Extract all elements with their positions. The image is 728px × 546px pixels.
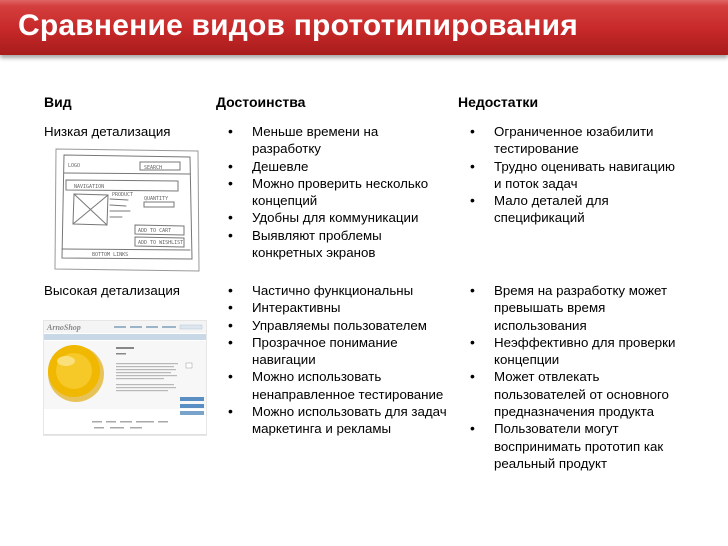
row-high-fidelity-disadvantages: [470, 282, 682, 472]
title-bar-highlight: [0, 0, 728, 6]
advantage-item: • Управляемы пользователем: [228, 316, 427, 333]
row-low-fidelity-advantages: [228, 123, 448, 261]
sketch-logo-text: LOGO: [68, 163, 81, 169]
advantage-item: • Можно проверить несколько концепций: [228, 174, 429, 209]
sketch-add-wishlist-text: ADD TO WISHLIST: [138, 240, 184, 246]
bullet-icon: •: [470, 333, 475, 350]
bullet-icon: •: [228, 226, 233, 243]
disadvantage-item: • Трудно оценивать навигацию и поток задач: [470, 157, 675, 191]
disadvantage-item: • Ограниченное юзабилити тестирование: [470, 123, 654, 157]
row-high-fidelity-label: Высокая детализация: [44, 283, 180, 298]
bullet-icon: •: [470, 282, 475, 298]
mock-shop-logo: ArnoShop: [47, 323, 81, 332]
bullet-icon: •: [470, 368, 475, 385]
bullet-icon: •: [228, 316, 233, 333]
high-fidelity-screenshot-image: [44, 321, 206, 435]
advantage-item: • Частично функциональны: [228, 282, 414, 298]
bullet-icon: •: [470, 157, 475, 174]
bullet-icon: •: [228, 209, 233, 226]
disadvantage-item: • Мало деталей для спецификаций: [470, 192, 609, 226]
disadvantage-item: • Неэффективно для проверки концепции: [470, 333, 676, 368]
sketch-navigation-text: NAVIGATION: [74, 184, 105, 190]
advantage-item: • Можно использовать ненаправленное тестирование: [228, 368, 444, 402]
advantage-item: • Выявляют проблемы конкретных экранов: [228, 226, 382, 261]
sketch-quantity-text: QUANTITY: [144, 196, 169, 202]
bullet-icon: •: [228, 333, 233, 350]
bullet-icon: •: [228, 368, 233, 385]
disadvantage-item: • Пользователи могут воспринимать прототип как реальный продукт: [470, 420, 664, 471]
sketch-search-text: SEARCH: [144, 165, 163, 171]
column-header-disadvantages: Недостатки: [458, 94, 539, 110]
sketch-add-to-cart-text: ADD TO CART: [138, 228, 172, 234]
bullet-icon: •: [228, 123, 233, 139]
bullet-icon: •: [228, 174, 233, 191]
disadvantage-item: • Время на разработку может превышать время использования: [470, 282, 668, 333]
bullet-icon: •: [470, 123, 475, 139]
advantage-item: • Интерактивны: [228, 299, 341, 316]
row-high-fidelity-advantages: [228, 282, 450, 438]
advantage-item: • Удобны для коммуникации: [228, 209, 419, 226]
bullet-icon: •: [228, 299, 233, 316]
advantage-item: • Можно использовать для задач маркетинга и рекламы: [228, 403, 447, 437]
disadvantage-item: • Может отвлекать пользователей от основного предназначения продукта: [470, 368, 669, 420]
bullet-icon: •: [228, 282, 233, 298]
column-header-advantages: Достоинства: [216, 94, 306, 110]
bullet-icon: •: [470, 192, 475, 209]
advantage-item: • Дешевле: [228, 157, 309, 174]
row-low-fidelity-label: Низкая детализация: [44, 124, 171, 139]
slide-title: Сравнение видов прототипирования: [18, 9, 578, 42]
row-low-fidelity-disadvantages: [470, 123, 680, 227]
sketch-bottom-links-text: BOTTOM LINKS: [92, 252, 129, 258]
bullet-icon: •: [228, 403, 233, 420]
sketch-product-text: PRODUCT: [112, 192, 134, 198]
bullet-icon: •: [228, 157, 233, 174]
column-header-type: Вид: [44, 94, 72, 110]
bullet-icon: •: [470, 420, 475, 437]
title-bar: [0, 0, 728, 55]
advantage-item: • Прозрачное понимание навигации: [228, 333, 398, 368]
advantage-item: • Меньше времени на разработку: [228, 123, 379, 157]
low-fidelity-sketch-image: [52, 145, 202, 275]
